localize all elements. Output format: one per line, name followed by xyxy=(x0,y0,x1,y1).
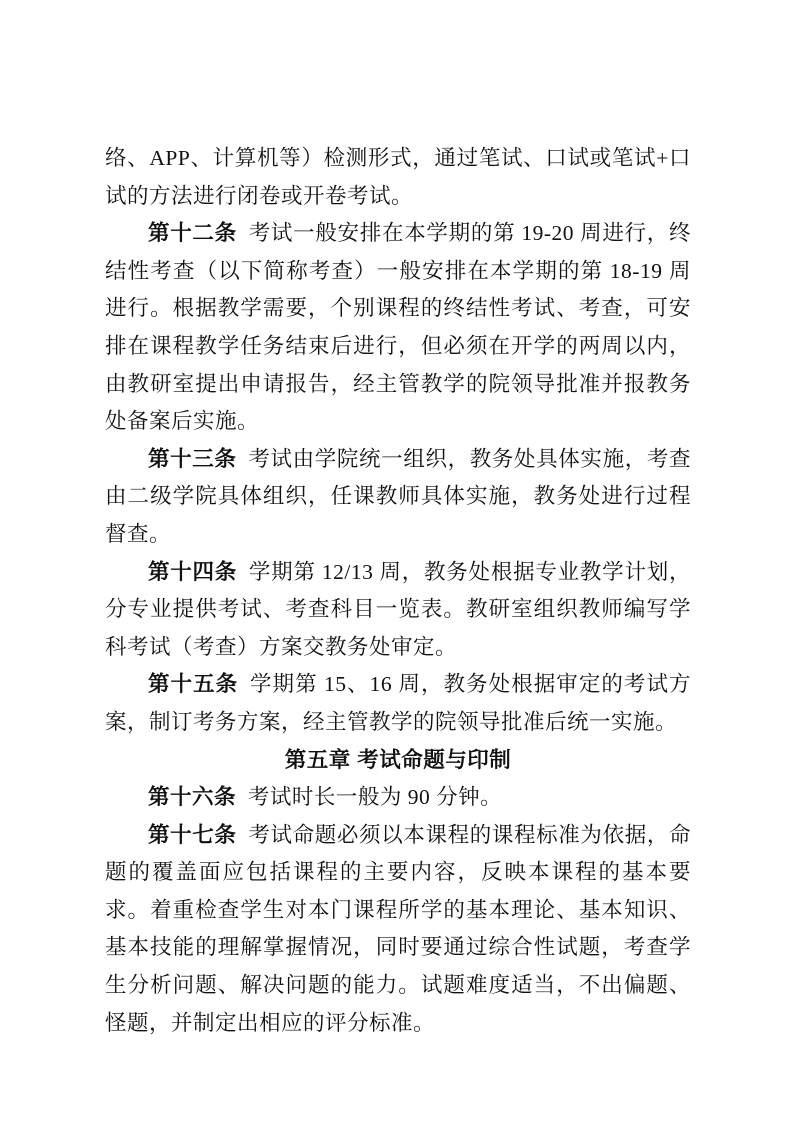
article-paragraph-13 xyxy=(105,441,691,554)
continuation-paragraph xyxy=(105,140,691,215)
article-label: 第十四条 xyxy=(148,559,238,584)
article-text: 学期第 15、16 周，教务处根据审定的考试方案，制订考务方案，经主管教学的院领导批准后统一实施。 xyxy=(105,672,691,734)
article-paragraph-16 xyxy=(105,779,691,817)
document-content xyxy=(105,140,691,1042)
article-label: 第十六条 xyxy=(148,785,237,810)
article-label: 第十五条 xyxy=(148,672,239,697)
article-label: 第十二条 xyxy=(148,221,237,246)
article-paragraph-17 xyxy=(105,817,691,1043)
article-label: 第十七条 xyxy=(148,822,237,847)
article-paragraph-14 xyxy=(105,554,691,667)
article-text: 考试时长一般为 90 分钟。 xyxy=(247,785,503,810)
article-text: 学期第 12/13 周，教务处根据专业教学计划，分专业提供考试、考查科目一览表。教研室组织教师编写学科考试（考查）方案交教务处审定。 xyxy=(105,559,691,659)
article-text: 考试由学院统一组织，教务处具体实施，考查由二级学院具体组织，任课教师具体实施，教务处进行过程督查。 xyxy=(105,446,691,546)
article-text: 考试一般安排在本学期的第 19-20 周进行，终结性考查（以下简称考查）一般安排在本学期的第 18-19 周进行。根据教学需要，个别课程的终结性考试、考查，可安排在课程教学任务结束后进行，但必须在开学的两周以内，由教研室提出申请报告，经主管教学的院领导批准并报教务处备案后实施。 xyxy=(105,221,691,434)
article-paragraph-15 xyxy=(105,666,691,741)
article-text: 考试命题必须以本课程的课程标准为依据，命题的覆盖面应包括课程的主要内容，反映本课程的基本要求。着重检查学生对本门课程所学的基本理论、基本知识、基本技能的理解掌握情况，同时要通过综合性试题，考查学生分析问题、解决问题的能力。试题难度适当，不出偏题、怪题，并制定出相应的评分标准。 xyxy=(105,822,691,1035)
chapter-heading: 第五章 考试命题与印制 xyxy=(284,747,512,772)
article-paragraph-12 xyxy=(105,215,691,441)
paragraph-text: 络、APP、计算机等）检测形式，通过笔试、口试或笔试+口试的方法进行闭卷或开卷考试。 xyxy=(105,146,691,208)
article-label: 第十三条 xyxy=(148,446,237,471)
